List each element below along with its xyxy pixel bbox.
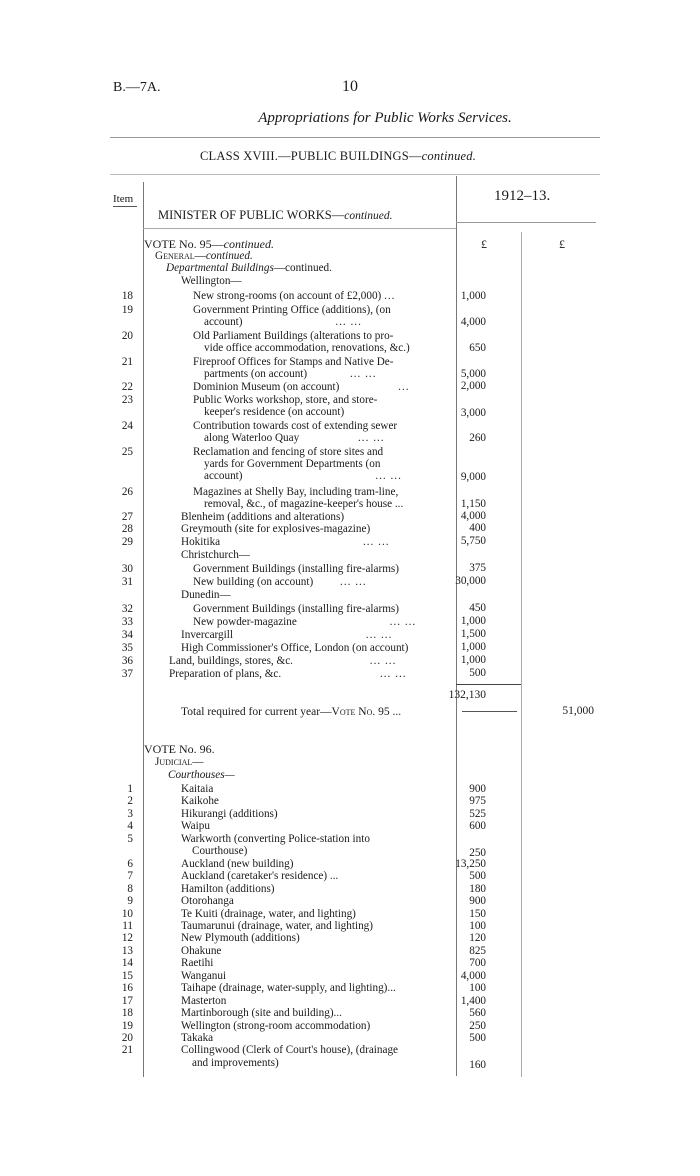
item-description: Waipu [181,820,210,833]
item-description: Martinborough (site and building)... [181,1007,342,1020]
item-amount: 500 [469,667,486,679]
class-rule [110,174,600,175]
item-description: Raetihi [181,957,214,970]
item-description: New building (on account) ... ... [193,576,367,588]
item-number: 15 [121,969,133,982]
item-amount: 900 [469,895,486,908]
report-reference: B.—7A. [113,80,161,95]
item-description: Te Kuiti (drainage, water, and lighting) [181,907,356,920]
item-number: 35 [121,642,133,654]
item-number: 30 [121,563,133,575]
item-column-header: Item [113,193,134,205]
departmental-buildings-heading: Departmental Buildings—continued. [166,262,332,274]
item-description-cont: account) ... ... [204,316,362,328]
subtotal-rule [456,684,521,685]
item-amount: 700 [469,957,486,970]
item-description: New powder-magazine ... ... [193,616,417,628]
vote-95-heading: VOTE No. 95—continued. [144,237,274,251]
item-amount: 1,000 [460,615,486,627]
item-description: Ohakune [181,944,222,957]
item-description: Public Works workshop, store, and store- [193,394,378,406]
item-amount: 560 [469,1007,486,1020]
item-description: Government Buildings (installing fire-alarms) [193,563,399,575]
item-number: 7 [127,870,133,883]
vote-96-heading: VOTE No. 96. [144,742,215,756]
item-amount: 4,000 [460,316,486,328]
item-description-cont: keeper's residence (on account) [204,406,345,418]
item-number: 24 [121,420,133,432]
item-amount: 500 [469,1032,486,1044]
item-amount: 500 [469,870,486,883]
item-description: Kaitaia [181,783,214,795]
item-amount: 30,000 [455,575,486,587]
judicial-heading: Judicial— [155,756,204,768]
item-amount: 120 [469,932,486,945]
item-number: 9 [127,895,133,908]
item-number: 6 [127,857,133,870]
item-amount: 400 [469,522,486,534]
item-description: Reclamation and fencing of store sites and [193,446,384,458]
item-amount: 375 [469,562,486,574]
item-amount: 3,000 [460,407,486,419]
item-number: 2 [127,795,133,808]
wellington-heading: Wellington— [181,275,242,287]
item-number: 17 [121,994,133,1007]
vote-95-total-label: Total required for current year—Vote No. 95 ... [181,706,402,718]
item-description-cont: and improvements) [192,1056,279,1069]
item-number: 18 [121,1007,133,1020]
item-description: Old Parliament Buildings (alterations to pro- [193,330,394,342]
item-amount: 260 [469,432,486,444]
item-description: Otorohanga [181,895,234,908]
item-description: Hamilton (additions) [181,882,275,895]
item-description: Magazines at Shelly Bay, including tram-line, [193,486,399,498]
item-number: 5 [127,832,133,845]
item-number: 13 [121,944,133,957]
total-rule [462,711,517,712]
item-description: Collingwood (Clerk of Court's house), (drainage [181,1044,399,1057]
item-description: New strong-rooms (on account of £2,000) ... [193,290,396,302]
item-description: Wellington (strong-room accommodation) [181,1019,371,1032]
pound-symbol-col2: £ [559,237,565,251]
item-number: 31 [121,576,133,588]
item-description: New Plymouth (additions) [181,932,300,945]
item-number: 27 [121,511,133,523]
item-number: 18 [121,290,133,302]
item-amount: 1,400 [460,994,486,1007]
item-amount: 5,000 [460,368,486,380]
item-number: 11 [122,919,133,932]
year-header: 1912–13. [494,188,551,204]
dunedin-heading: Dunedin— [181,589,231,601]
item-description: Invercargill ... ... [181,629,393,641]
item-description: Blenheim (additions and alterations) [181,511,345,523]
courthouses-heading: Courthouses— [168,769,235,781]
item-description: Fireproof Offices for Stamps and Native De- [193,356,394,368]
item-description-cont: vide office accommodation, renovations, &c.) [204,342,410,354]
item-number: 20 [121,330,133,342]
item-number: 16 [121,982,133,995]
item-number: 12 [121,932,133,945]
item-description: High Commissioner's Office, London (on account) [181,642,409,654]
item-description-cont: Courthouse) [192,845,248,858]
item-amount: 160 [469,1058,486,1071]
item-description: Wanganui [181,969,227,982]
page-title: Appropriations for Public Works Services. [258,110,512,126]
minister-underline [143,228,456,229]
item-number: 36 [121,655,133,667]
item-description: Hikurangi (additions) [181,807,278,820]
item-amount: 9,000 [460,471,486,483]
item-description-cont: partments (on account) ... ... [204,368,377,380]
item-amount: 525 [469,807,486,820]
item-number: 22 [121,381,133,393]
item-amount: 250 [469,847,486,860]
item-description: Masterton [181,994,227,1007]
item-amount: 5,750 [460,535,486,547]
item-number: 25 [121,446,133,458]
item-description: Dominion Museum (on account) ... [193,381,410,393]
item-number: 19 [121,304,133,316]
item-description: Hokitika ... ... [181,536,390,548]
item-description: Government Printing Office (additions), (on [193,304,391,316]
item-amount: 250 [469,1019,486,1032]
item-description: Auckland (caretaker's residence) ... [181,870,339,883]
item-amount: 150 [469,907,486,920]
item-amount: 180 [469,882,486,895]
class-title: CLASS XVIII.—PUBLIC BUILDINGS—continued. [200,149,477,163]
item-amount: 900 [469,783,486,795]
item-number: 23 [121,394,133,406]
item-description: Taihape (drainage, water-supply, and lighting)... [181,982,396,995]
item-description: Takaka [181,1032,214,1044]
item-description-cont: removal, &c., of magazine-keeper's house ... [204,498,404,510]
item-amount: 975 [469,795,486,808]
item-amount: 2,000 [460,380,486,392]
item-amount: 825 [469,944,486,957]
item-number: 21 [121,1044,133,1057]
general-heading: General—continued. [155,250,253,262]
item-number: 33 [121,616,133,628]
item-number: 20 [121,1032,133,1044]
item-amount: 1,150 [460,498,486,510]
item-header-underline [113,206,137,207]
item-number: 10 [121,907,133,920]
item-amount: 450 [469,602,486,614]
item-description-cont: account) ... ... [204,470,402,482]
item-number: 1 [127,783,133,795]
item-column-divider [143,182,144,1077]
item-number: 37 [121,668,133,680]
item-description: Kaikohe [181,795,219,808]
item-amount: 600 [469,820,486,833]
item-amount: 650 [469,342,486,354]
item-number: 19 [121,1019,133,1032]
item-amount: 1,500 [460,628,486,640]
item-number: 21 [121,356,133,368]
item-amount: 13,250 [455,857,486,870]
item-description-cont: along Waterloo Quay ... ... [204,432,385,444]
item-number: 14 [121,957,133,970]
page-number: 10 [342,78,358,95]
item-description: Government Buildings (installing fire-alarms) [193,603,399,615]
item-number: 4 [127,820,133,833]
item-description: Land, buildings, stores, &c. ... ... [169,655,397,667]
item-amount: 1,000 [460,654,486,666]
item-number: 8 [127,882,133,895]
item-amount: 1,000 [460,290,486,302]
amount-column-divider-mid [521,232,522,1077]
christchurch-heading: Christchurch— [181,549,250,561]
item-amount: 4,000 [460,510,486,522]
item-description: Contribution towards cost of extending sewer [193,420,398,432]
item-number: 29 [121,536,133,548]
vote-95-total: 51,000 [562,705,594,717]
item-number: 32 [121,603,133,615]
item-amount: 100 [469,919,486,932]
item-description: Preparation of plans, &c. ... ... [169,668,407,680]
item-number: 34 [121,629,133,641]
item-number: 26 [121,486,133,498]
item-amount: 1,000 [460,641,486,653]
item-description-cont: yards for Government Departments (on [204,458,381,470]
item-description: Warkworth (converting Police-station into [181,832,370,845]
header-rule [110,137,600,138]
year-underline [456,222,596,223]
item-description: Greymouth (site for explosives-magazine) [181,523,371,535]
item-number: 3 [127,807,133,820]
item-amount: 4,000 [460,969,486,982]
item-description: Taumarunui (drainage, water, and lighting) [181,919,373,932]
item-description: Auckland (new building) [181,857,294,870]
pound-symbol-col1: £ [481,237,487,251]
minister-heading: MINISTER OF PUBLIC WORKS—continued. [158,208,393,222]
item-number: 28 [121,523,133,535]
vote-95-subtotal: 132,130 [448,689,486,701]
item-amount: 100 [469,982,486,995]
